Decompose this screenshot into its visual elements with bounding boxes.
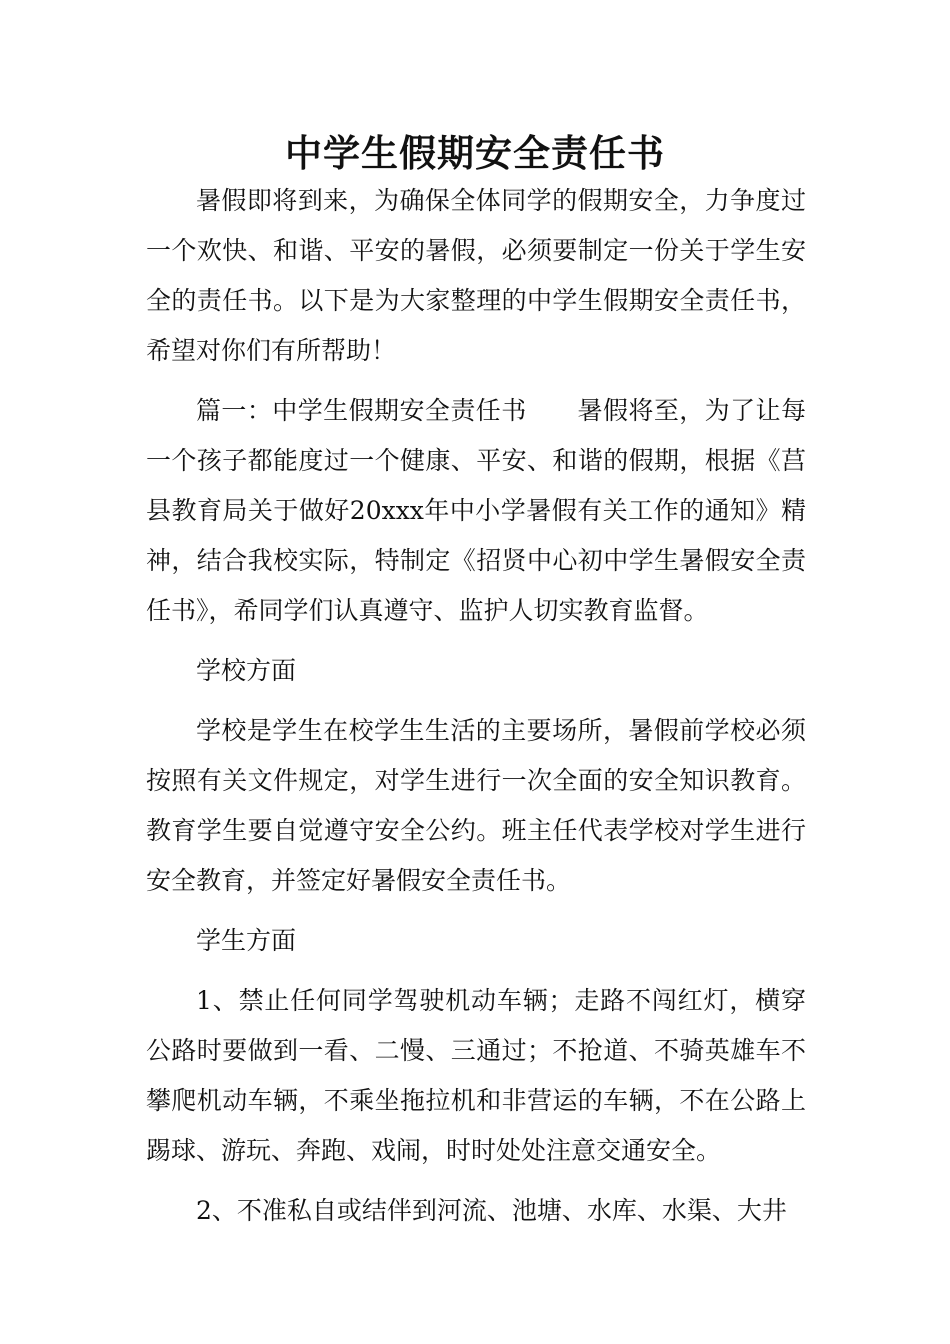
- school-section-paragraph: 学校是学生在校学生生活的主要场所，暑假前学校必须按照有关文件规定，对学生进行一次全面的安全知识教育。教育学生要自觉遵守安全公约。班主任代表学校对学生进行安全教育，并签定好暑假安全责任书。: [146, 716, 806, 895]
- intro-paragraph: 暑假即将到来，为确保全体同学的假期安全，力争度过一个欢快、和谐、平安的暑假，必须要制定一份关于学生安全的责任书。以下是为大家整理的中学生假期安全责任书，希望对你们有所帮助！: [146, 186, 806, 365]
- section-one-paragraph: 篇一：中学生假期安全责任书 暑假将至，为了让每一个孩子都能度过一个健康、平安、和谐的假期，根据《莒县教育局关于做好20xxx年中小学暑假有关工作的通知》精神，结合我校实际，特制定《招贤中心初中学生暑假安全责任书》，希同学们认真遵守、监护人切实教育监督。: [146, 396, 806, 625]
- school-section-heading: 学校方面: [196, 656, 297, 685]
- document-title: 中学生假期安全责任书: [285, 131, 665, 175]
- student-section-heading: 学生方面: [196, 926, 297, 955]
- student-rule-2: 2、不准私自或结伴到河流、池塘、水库、水渠、大井: [196, 1196, 787, 1225]
- document-body: [146, 176, 806, 1246]
- student-rule-1: 1、禁止任何同学驾驶机动车辆；走路不闯红灯，横穿公路时要做到一看、二慢、三通过；不抢道、不骑英雄车不攀爬机动车辆，不乘坐拖拉机和非营运的车辆，不在公路上踢球、游玩、奔跑、戏闹，时时处处注意交通安全。: [146, 986, 806, 1165]
